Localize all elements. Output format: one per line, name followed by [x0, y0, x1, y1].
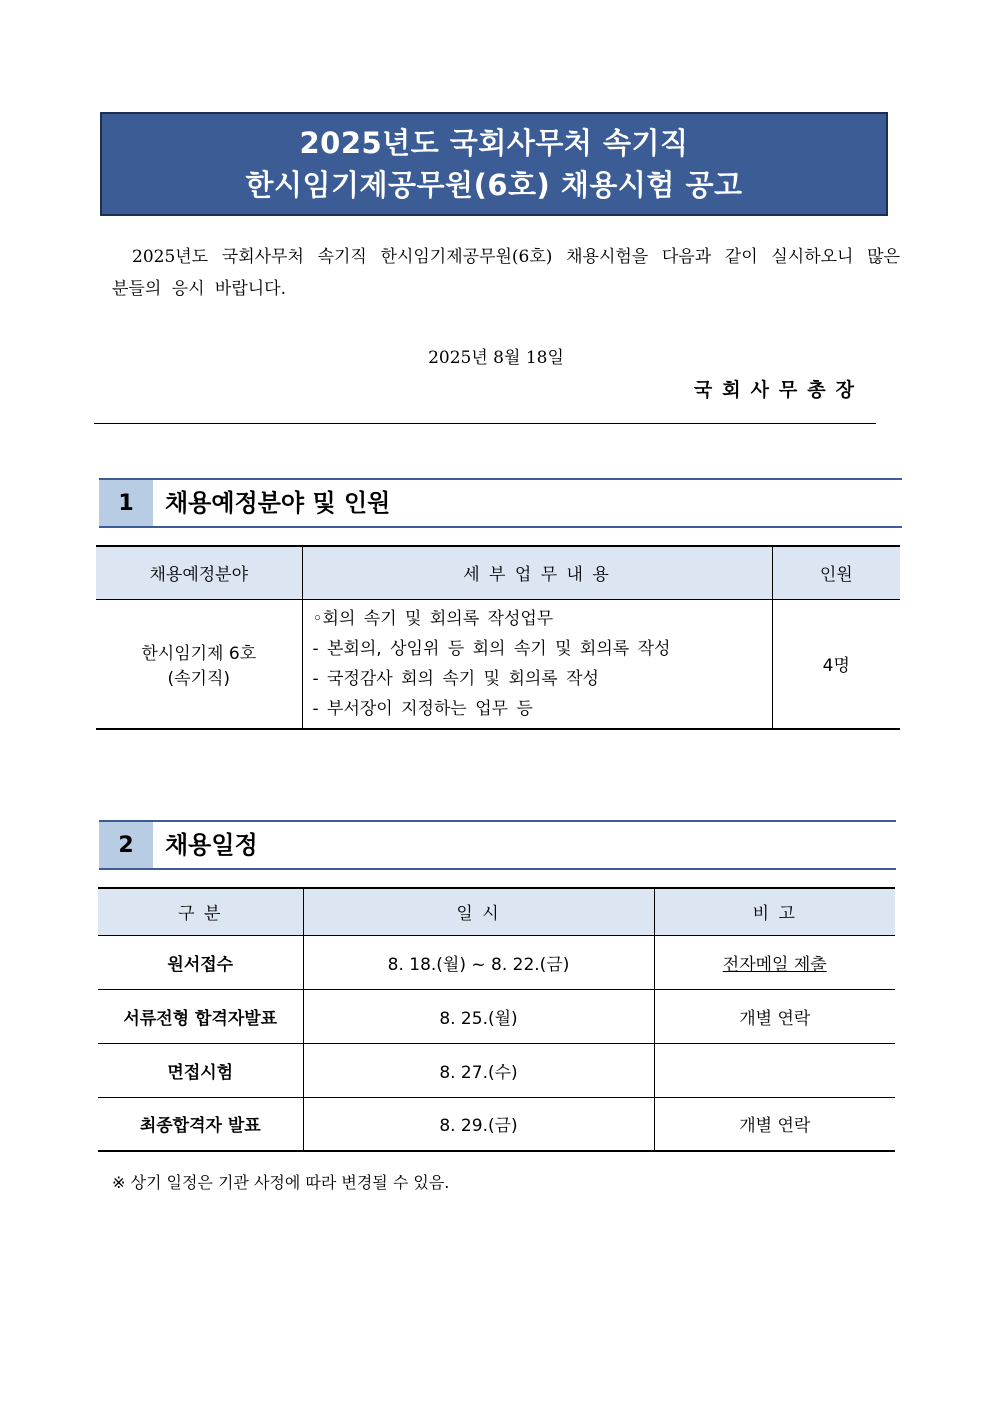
date-cell: 8. 27.(수) — [303, 1043, 654, 1097]
announcement-date: 2025년 8월 18일 — [428, 348, 564, 368]
header-datetime: 일 시 — [303, 888, 654, 935]
section-2-number: 2 — [99, 822, 153, 868]
stage-cell: 최종합격자 발표 — [98, 1097, 303, 1151]
duty-item: ◦회의 속기 및 회의록 작성업무 — [312, 608, 554, 629]
section-1-header — [99, 478, 902, 528]
stage-cell: 면접시험 — [98, 1043, 303, 1097]
schedule-header-row — [98, 888, 895, 935]
note-cell: 개별 연락 — [654, 989, 895, 1043]
schedule-row — [98, 1043, 895, 1097]
header-duties: 세 부 업 무 내 용 — [302, 546, 772, 599]
header-note: 비 고 — [654, 888, 895, 935]
count-cell: 4명 — [772, 599, 900, 729]
field-cell — [96, 599, 302, 729]
duty-item: - 국정감사 회의 속기 및 회의록 작성 — [312, 668, 599, 689]
field-name: 한시임기제 6호 — [141, 643, 257, 664]
duty-item: - 부서장이 지정하는 업무 등 — [312, 698, 533, 719]
date-cell: 8. 29.(금) — [303, 1097, 654, 1151]
note-cell — [654, 935, 895, 989]
email-submission-note: 전자메일 제출 — [722, 954, 827, 975]
schedule-footnote: ※ 상기 일정은 기관 사정에 따라 변경될 수 있음. — [112, 1173, 450, 1192]
schedule-row — [98, 1097, 895, 1151]
section-2-header — [99, 820, 896, 870]
field-subtitle: (속기직) — [167, 668, 231, 689]
duties-cell — [302, 599, 772, 729]
title-line-2: 한시임기제공무원(6호) 채용시험 공고 — [245, 168, 743, 202]
header-stage: 구 분 — [98, 888, 303, 935]
separator-line — [94, 423, 876, 424]
title-banner — [100, 112, 888, 216]
section-1-number: 1 — [99, 480, 153, 526]
note-cell — [654, 1043, 895, 1097]
section-2-title: 채용일정 — [165, 831, 258, 859]
header-field: 채용예정분야 — [96, 546, 302, 599]
stage-cell: 원서접수 — [98, 935, 303, 989]
schedule-table — [98, 887, 895, 1152]
date-cell: 8. 18.(월) ~ 8. 22.(금) — [303, 935, 654, 989]
intro-paragraph: 2025년도 국회사무처 속기직 한시임기제공무원(6호) 채용시험을 다음과 같이 실시하오니 많은 분들의 응시 바랍니다. — [112, 247, 900, 299]
positions-header-row — [96, 546, 900, 599]
title-line-1: 2025년도 국회사무처 속기직 — [299, 126, 689, 160]
positions-table — [96, 545, 900, 730]
date-cell: 8. 25.(월) — [303, 989, 654, 1043]
section-1-title: 채용예정분야 및 인원 — [165, 489, 391, 517]
issuer-name: 국회사무총장 — [693, 379, 864, 401]
schedule-row — [98, 935, 895, 989]
header-count: 인원 — [772, 546, 900, 599]
schedule-row — [98, 989, 895, 1043]
duty-item: - 본회의, 상임위 등 회의 속기 및 회의록 작성 — [312, 638, 671, 659]
stage-cell: 서류전형 합격자발표 — [98, 989, 303, 1043]
note-cell: 개별 연락 — [654, 1097, 895, 1151]
positions-row — [96, 599, 900, 729]
